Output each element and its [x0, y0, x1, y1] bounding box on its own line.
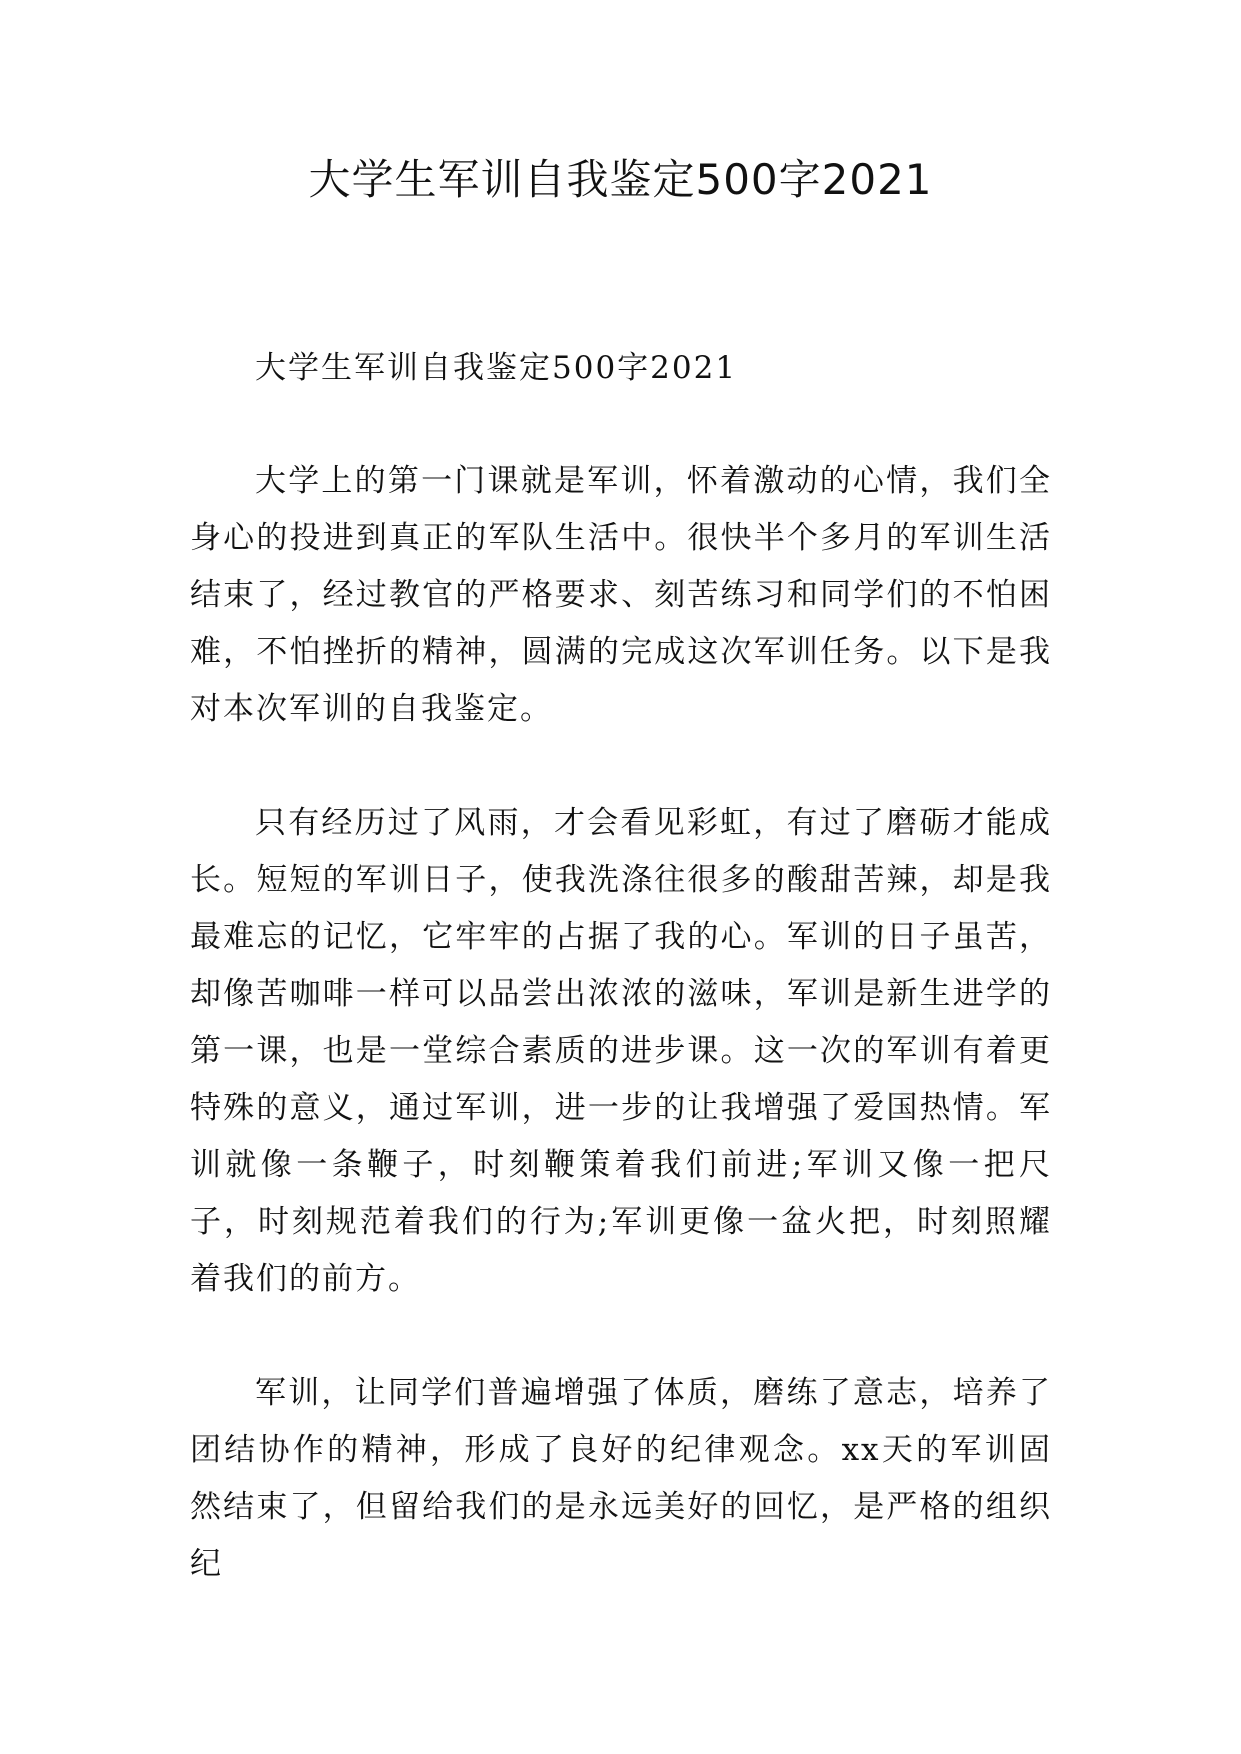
paragraph-benefits: 军训，让同学们普遍增强了体质，磨练了意志，培养了团结协作的精神，形成了良好的纪律观念。xx天的军训固然结束了，但留给我们的是永远美好的回忆，是严格的组织纪: [190, 1375, 1052, 1582]
paragraph-experience: 只有经历过了风雨，才会看见彩虹，有过了磨砺才能成长。短短的军训日子，使我洗涤往很多的酸甜苦辣，却是我最难忘的记忆，它牢牢的占据了我的心。军训的日子虽苦，却像苦咖啡一样可以品尝出浓浓的滋味，军训是新生进学的第一课，也是一堂综合素质的进步课。这一次的军训有着更特殊的意义，通过军训，进一步的让我增强了爱国热情。军训就像一条鞭子，时刻鞭策着我们前进;军训又像一把尺子，时刻规范着我们的行为;军训更像一盆火把，时刻照耀着我们的前方。: [190, 805, 1052, 1297]
document-subtitle: 大学生军训自我鉴定500字2021: [255, 350, 738, 386]
paragraph-intro: 大学上的第一门课就是军训，怀着激动的心情，我们全身心的投进到真正的军队生活中。很快半个多月的军训生活结束了，经过教官的严格要求、刻苦练习和同学们的不怕困难，不怕挫折的精神，圆满的完成这次军训任务。以下是我对本次军训的自我鉴定。: [190, 463, 1052, 727]
document-body: [190, 340, 1052, 1650]
document-title: 大学生军训自我鉴定500字2021: [308, 155, 933, 204]
